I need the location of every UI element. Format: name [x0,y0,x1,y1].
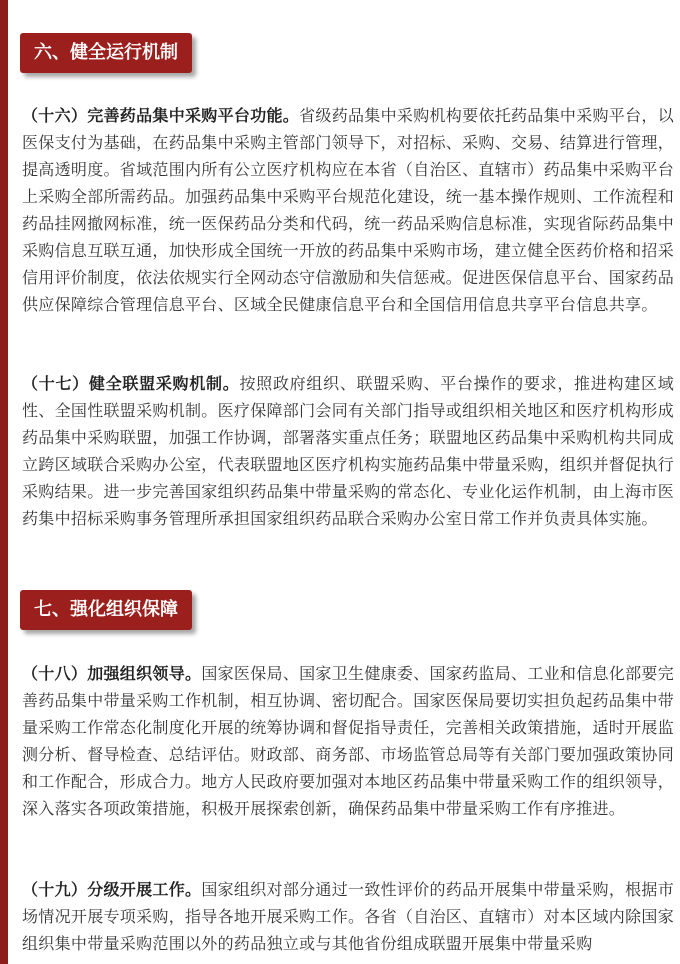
section-header-7: 七、强化组织保障 [20,590,192,630]
paragraph-19-lead: （十九）分级开展工作。 [22,880,202,899]
paragraph-18-body: 国家医保局、国家卫生健康委、国家药监局、工业和信息化部要完善药品集中带量采购工作机制，相互协调、密切配合。国家医保局要切实担负起药品集中带量采购工作常态化制度化开展的统筹协调和督促指导责任，完善相关政策措施，适时开展监测分析、督导检查、总结评估。财政部、商务部、市场监管总局等有关部门要加强政策协同和工作配合，形成合力。地方人民政府要加强对本地区药品集中带量采购工作的组织领导，深入落实各项政策措施，积极开展探索创新，确保药品集中带量采购工作有序推进。 [22,664,675,818]
paragraph-16-lead: （十六）完善药品集中采购平台功能。 [22,106,300,125]
paragraph-17 [22,370,674,532]
paragraph-19-body: 国家组织对部分通过一致性评价的药品开展集中带量采购，根据市场情况开展专项采购，指导各地开展采购工作。各省（自治区、直辖市）对本区域内除国家组织集中带量采购范围以外的药品独立或与其他省份组成联盟开展集中带量采购 [22,880,675,953]
paragraph-17-lead: （十七）健全联盟采购机制。 [22,374,240,393]
paragraph-17-body: 按照政府组织、联盟采购、平台操作的要求，推进构建区域性、全国性联盟采购机制。医疗保障部门会同有关部门指导或组织相关地区和医疗机构形成药品集中采购联盟，加强工作协调，部署落实重点任务；联盟地区药品集中采购机构共同成立跨区域联合采购办公室，代表联盟地区医疗机构实施药品集中带量采购，组织并督促执行采购结果。进一步完善国家组织药品集中带量采购的常态化、专业化运作机制，由上海市医药集中招标采购事务管理所承担国家组织药品联合采购办公室日常工作并负责具体实施。 [22,374,675,528]
paragraph-18 [22,660,674,822]
paragraph-16 [22,102,674,318]
paragraph-16-body: 省级药品集中采购机构要依托药品集中采购平台，以医保支付为基础，在药品集中采购主管部门领导下，对招标、采购、交易、结算进行管理，提高透明度。省域范围内所有公立医疗机构应在本省（自治区、直辖市）药品集中采购平台上采购全部所需药品。加强药品集中采购平台规范化建设，统一基本操作规则、工作流程和药品挂网撤网标准，统一医保药品分类和代码，统一药品采购信息标准，实现省际药品集中采购信息互联互通，加快形成全国统一开放的药品集中采购市场，建立健全医药价格和招采信用评价制度，依法依规实行全网动态守信激励和失信惩戒。促进医保信息平台、国家药品供应保障综合管理信息平台、区域全民健康信息平台和全国信用信息共享平台信息共享。 [22,106,675,314]
paragraph-19 [22,876,674,957]
paragraph-18-lead: （十八）加强组织领导。 [22,664,202,683]
section-header-6: 六、健全运行机制 [20,33,192,73]
